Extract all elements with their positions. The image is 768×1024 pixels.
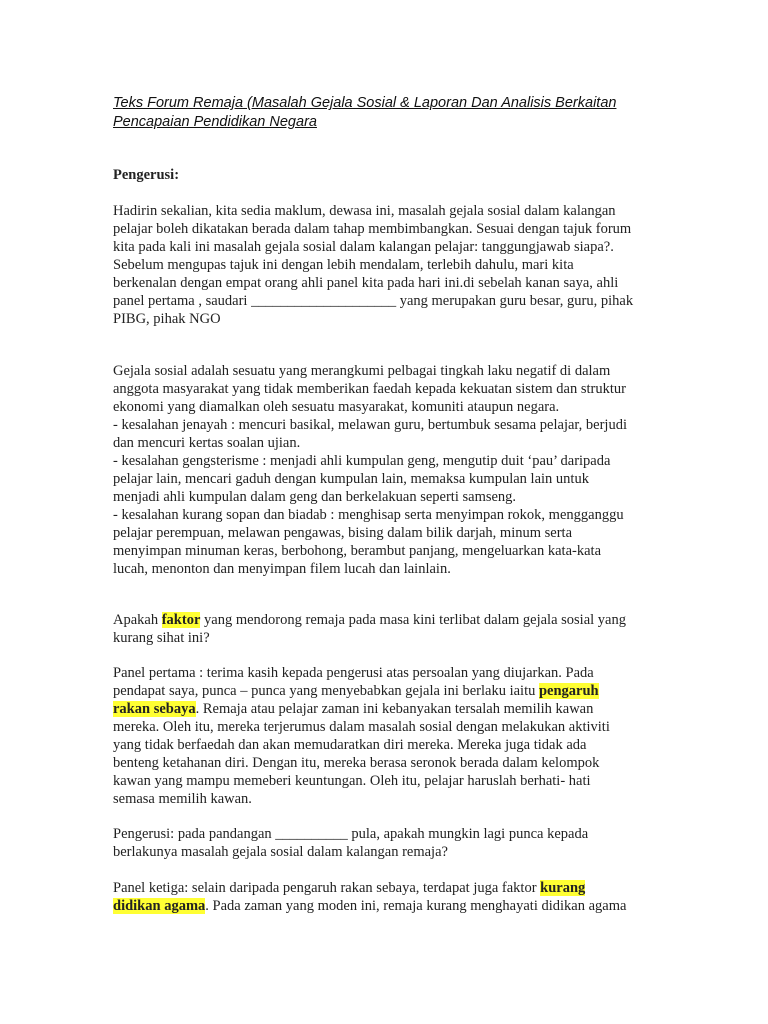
text-line: [113, 682, 610, 700]
text-line: Panel pertama : terima kasih kepada pengerusi atas persoalan yang diujarkan. Pada: [113, 665, 594, 681]
title-line: Pencapaian Pendidikan Negara: [113, 114, 317, 130]
text-line: dan mencuri kertas soalan ujian.: [113, 435, 301, 451]
highlighted-keyword: didikan agama: [113, 898, 206, 914]
question-paragraph: [113, 611, 626, 647]
text-line: Gejala sosial adalah sesuatu yang merangkumi pelbagai tingkah laku negatif di dalam: [113, 363, 611, 379]
text-run: . Pada zaman yang moden ini, remaja kurang menghayati didikan agama: [205, 898, 627, 914]
text-line: anggota masyarakat yang tidak memberikan faedah kepada kekuatan sistem dan struktur: [113, 381, 626, 397]
panel-three-answer: [113, 879, 626, 915]
text-line: yang tidak berfaedah dan akan memudaratkan diri mereka. Mereka juga tidak ada: [113, 737, 587, 753]
text-line: [113, 879, 626, 897]
intro-paragraph: [113, 202, 633, 328]
text-line: Pengerusi: pada pandangan __________ pula, apakah mungkin lagi punca kepada: [113, 826, 589, 842]
text-line: kita pada kali ini masalah gejala sosial dalam kalangan pelajar: tanggungjawab siapa?.: [113, 239, 614, 255]
text-line: benteng ketahanan diri. Dengan itu, mereka berasa seronok berada dalam kelompok: [113, 755, 600, 771]
text-run: yang mendorong remaja pada masa kini terlibat dalam gejala sosial yang: [200, 612, 626, 628]
text-line: [113, 700, 610, 718]
panel-one-answer: [113, 664, 610, 808]
text-run: Panel ketiga: selain daripada pengaruh rakan sebaya, terdapat juga faktor: [113, 880, 541, 896]
text-line: mereka. Oleh itu, mereka terjerumus dalam masalah sosial dengan melakukan aktiviti: [113, 719, 610, 735]
highlighted-keyword: rakan sebaya: [113, 701, 196, 717]
text-line: Hadirin sekalian, kita sedia maklum, dewasa ini, masalah gejala sosial dalam kalangan: [113, 203, 616, 219]
list-item: - kesalahan kurang sopan dan biadab : menghisap serta menyimpan rokok, mengganggu: [113, 507, 624, 523]
text-line: ekonomi yang diamalkan oleh sesuatu masyarakat, komuniti ataupun negara.: [113, 399, 560, 415]
text-line: berlakunya masalah gejala sosial dalam kalangan remaja?: [113, 844, 448, 860]
list-item: - kesalahan jenayah : mencuri basikal, melawan guru, bertumbuk sesama pelajar, berjudi: [113, 417, 627, 433]
text-run: Apakah: [113, 612, 162, 628]
text-line: berkenalan dengan empat orang ahli panel kita pada hari ini.di sebelah kanan saya, ahli: [113, 275, 619, 291]
text-line: [113, 897, 626, 915]
text-line: semasa memilih kawan.: [113, 791, 252, 807]
chair-heading: Pengerusi:: [113, 167, 180, 183]
text-line: PIBG, pihak NGO: [113, 311, 221, 327]
text-line: kawan yang mampu memeberi keuntungan. Oleh itu, pelajar haruslah berhati- hati: [113, 773, 591, 789]
definition-paragraph: [113, 362, 627, 578]
text-line: pelajar lain, mencari gaduh dengan kumpulan lain, memaksa kumpulan lain untuk: [113, 471, 589, 487]
chair-question-paragraph: [113, 825, 588, 861]
highlighted-keyword: faktor: [161, 612, 201, 628]
text-line: pelajar boleh dikatakan berada dalam tahap membimbangkan. Sesuai dengan tajuk forum: [113, 221, 632, 237]
text-line: menjadi ahli kumpulan dalam geng dan berkelakuan seperti samseng.: [113, 489, 517, 505]
text-line: pelajar perempuan, melawan pengawas, bising dalam bilik darjah, minum serta: [113, 525, 573, 541]
list-item: - kesalahan gengsterisme : menjadi ahli kumpulan geng, mengutip duit ‘pau’ daripada: [113, 453, 611, 469]
text-line: lucah, menonton dan menyimpan filem lucah dan lainlain.: [113, 561, 451, 577]
text-line: kurang sihat ini?: [113, 630, 210, 646]
text-run: pendapat saya, punca – punca yang menyebabkan gejala ini berlaku iaitu: [113, 683, 539, 699]
text-line: [113, 611, 626, 629]
document-title: [113, 94, 673, 132]
title-line: Teks Forum Remaja (Masalah Gejala Sosial & Laporan Dan Analisis Berkaitan: [113, 95, 617, 111]
text-line: Sebelum mengupas tajuk ini dengan lebih mendalam, terlebih dahulu, mari kita: [113, 257, 574, 273]
text-line: menyimpan minuman keras, berbohong, berambut panjang, mengeluarkan kata-kata: [113, 543, 602, 559]
highlighted-keyword: pengaruh: [538, 683, 599, 699]
highlighted-keyword: kurang: [540, 880, 586, 896]
text-line: panel pertama , saudari ____________________ yang merupakan guru besar, guru, pihak: [113, 293, 634, 309]
text-run: . Remaja atau pelajar zaman ini kebanyakan tersalah memilih kawan: [195, 701, 594, 717]
